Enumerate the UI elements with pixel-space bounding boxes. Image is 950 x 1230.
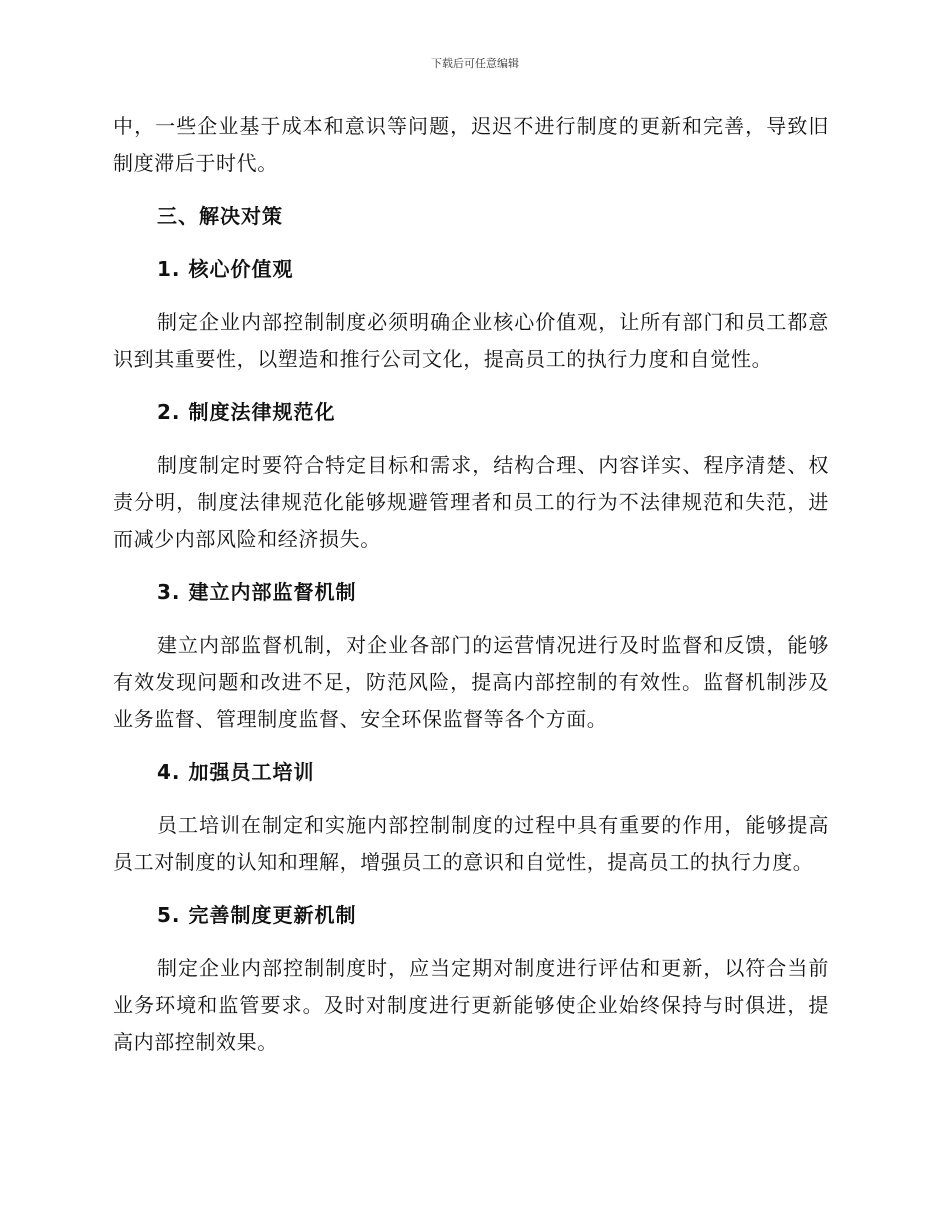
- item-1-paragraph: 制定企业内部控制制度必须明确企业核心价值观，让所有部门和员工都意识到其重要性，以塑造和推行公司文化，提高员工的执行力度和自觉性。: [113, 310, 829, 371]
- item-1-heading: 1. 核心价值观: [157, 257, 294, 281]
- item-2-heading: 2. 制度法律规范化: [157, 400, 336, 424]
- item-4-paragraph: 员工培训在制定和实施内部控制制度的过程中具有重要的作用，能够提高员工对制度的认知和理解，增强员工的意识和自觉性，提高员工的执行力度。: [113, 813, 829, 874]
- item-4-heading: 4. 加强员工培训: [157, 760, 315, 784]
- intro-paragraph: 中，一些企业基于成本和意识等问题，迟迟不进行制度的更新和完善，导致旧制度滞后于时代。: [113, 114, 829, 175]
- item-3-paragraph: 建立内部监督机制，对企业各部门的运营情况进行及时监督和反馈，能够有效发现问题和改进不足，防范风险，提高内部控制的有效性。监督机制涉及业务监督、管理制度监督、安全环保监督等各个方面。: [113, 633, 829, 731]
- item-5-paragraph: 制定企业内部控制制度时，应当定期对制度进行评估和更新，以符合当前业务环境和监管要求。及时对制度进行更新能够使企业始终保持与时俱进，提高内部控制效果。: [113, 956, 829, 1054]
- page-header: 下载后可任意编辑: [431, 57, 519, 70]
- item-3-heading: 3. 建立内部监督机制: [157, 580, 357, 604]
- section-heading: 三、解决对策: [157, 204, 283, 228]
- item-2-paragraph: 制度制定时要符合特定目标和需求，结构合理、内容详实、程序清楚、权责分明，制度法律规范化能够规避管理者和员工的行为不法律规范和失范，进而减少内部风险和经济损失。: [113, 453, 829, 551]
- item-5-heading: 5. 完善制度更新机制: [157, 903, 357, 927]
- document-body: [113, 108, 829, 1061]
